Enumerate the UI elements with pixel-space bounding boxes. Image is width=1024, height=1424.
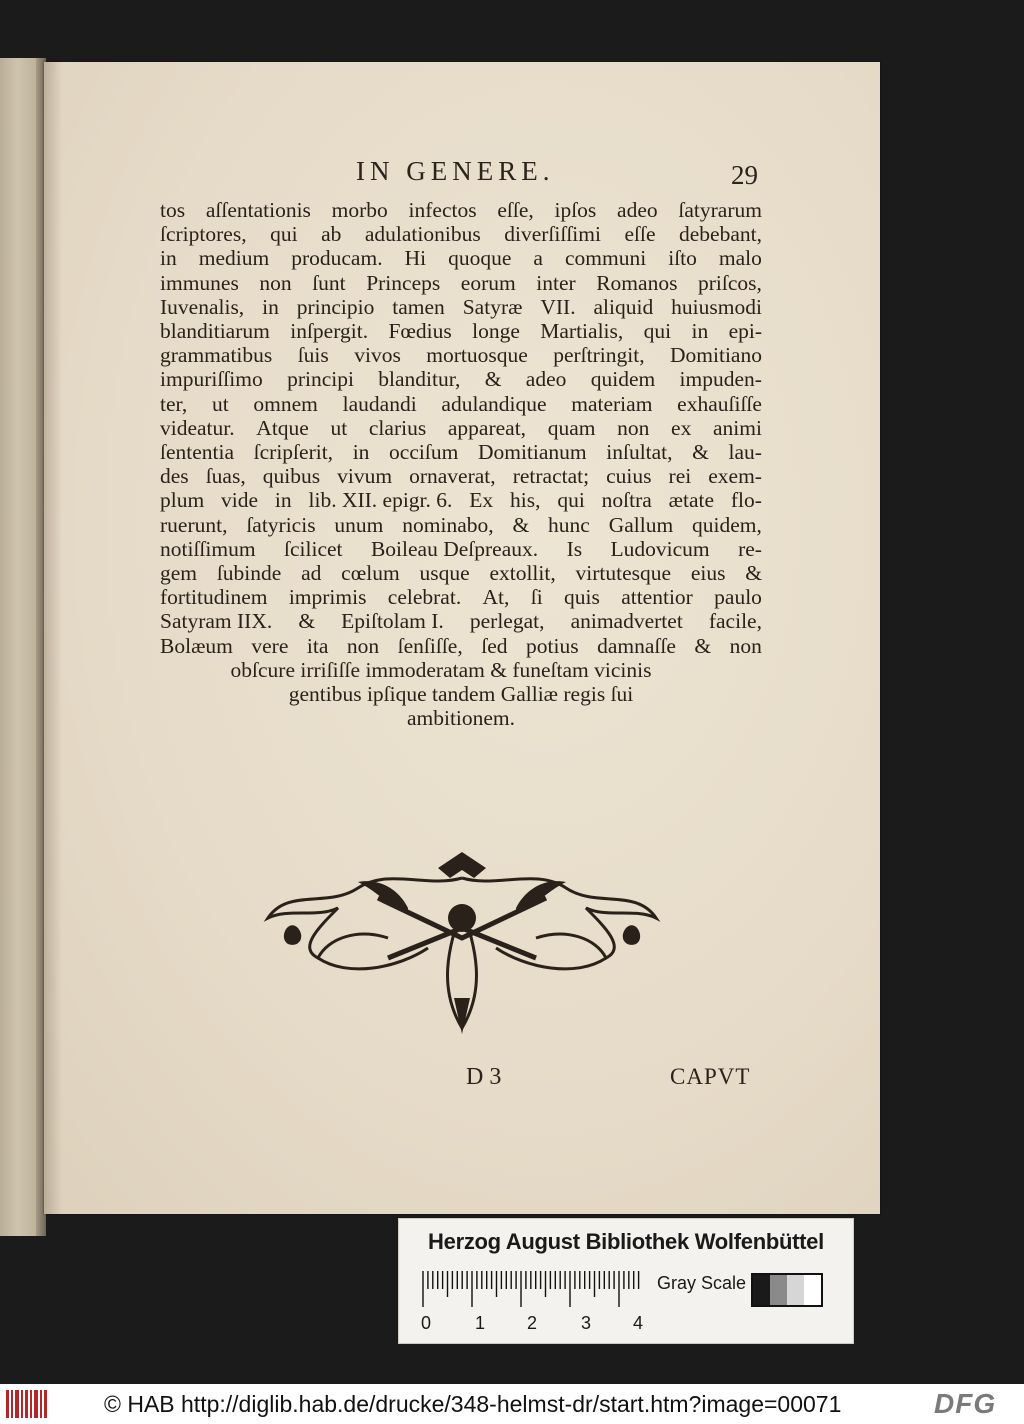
word: animi [713,415,762,440]
word: Ludovicum [610,536,710,561]
word: ruerunt, [160,512,228,537]
text-line [160,271,762,295]
word: occiſum [389,440,459,465]
word: malo [718,246,762,271]
text-line [160,367,762,391]
gray-scale-swatches [751,1273,823,1307]
word: ad [301,561,322,586]
word: in [691,319,709,344]
word: Gallum [608,512,674,537]
word: plum [160,488,205,513]
word: materiam [571,391,653,416]
word: gem [160,561,198,586]
word: mortuosque [426,343,528,368]
page-gutter-shadow [44,62,62,1214]
word: huiusmodi [671,294,762,319]
word: blanditiarum [160,319,270,344]
word: lau- [728,440,762,465]
word: appareat, [447,415,527,440]
catchword: CAPVT [670,1064,751,1089]
library-name: Herzog August Bibliothek Wolfenbüttel [428,1229,824,1254]
word: quis [564,585,600,610]
word: eius [690,561,726,586]
gray-swatch [787,1275,804,1305]
word: communi [564,246,647,271]
word: qui [643,319,672,344]
word: Iuvenalis, [160,294,245,319]
word: VII. [540,294,576,319]
word: exhauſiſſe [677,391,762,416]
text-line [160,464,762,488]
word: non [259,270,292,295]
word: in [352,440,370,465]
word: ambitionem. [406,706,516,731]
tailpiece-ornament [258,848,666,1034]
word: medium [198,246,270,271]
word: qui [270,222,298,247]
running-head: IN GENERE. [356,156,555,186]
word: fortitudinem [160,585,268,610]
word: ſcilicet [284,536,343,561]
word: ſcriptores, [160,222,247,247]
word: ſubinde [216,561,282,586]
word: omnem [253,391,318,416]
word: Satyræ [462,294,523,319]
word: notiſſimum [160,536,256,561]
dfg-logo: DFG [934,1388,997,1419]
word: Fœdius [388,319,452,344]
word: Ex [469,488,494,513]
word: ſententia [160,440,235,465]
word: Epiſtolam I. [341,609,444,634]
word: Satyram IIX. [160,609,273,634]
word: infectos [408,198,477,222]
word: & [512,512,530,537]
word: & [692,440,709,465]
word: impuden- [679,367,762,392]
word: videatur. [160,415,235,440]
word: & [694,633,712,658]
word: facile, [708,609,762,634]
word: longe [472,319,520,344]
word: in [274,488,292,513]
word: retractat; [512,464,590,489]
text-line [160,343,762,367]
word: adeo [617,198,658,222]
word: damnaſſe [597,633,676,658]
word: Atque [256,415,309,440]
word: Domitianum [477,440,587,465]
word: Martialis, [540,319,624,344]
word: quidem [590,367,656,392]
text-line [160,634,762,658]
word: extollit, [489,561,556,586]
word: Hi [404,246,427,271]
word: non [346,633,380,658]
word: blanditur, [378,367,461,392]
ruler-number: 4 [633,1313,644,1333]
word: potius [526,633,579,658]
word: ſed [481,633,508,658]
word: ut [330,415,348,440]
text-line [160,319,762,343]
text-line [160,609,762,633]
text-line [160,488,762,512]
word: virtutesque [575,561,672,586]
word: Princeps [366,270,441,295]
word: eorum [460,270,516,295]
text-line [160,561,762,585]
text-line [160,537,762,561]
gray-scale-label: Gray Scale [657,1273,747,1293]
word: flo- [730,488,762,513]
word: debebant, [679,222,762,247]
word: attentior [621,585,693,610]
word: Domitiano [670,343,762,368]
word: diverſiſſimi [504,222,601,247]
word: quam [547,415,596,440]
text-line [160,513,762,537]
word: producam. [291,246,383,271]
ruler-number: 0 [421,1313,432,1333]
word: At, [482,585,510,610]
word: celebrat. [387,585,462,610]
word: grammatibus [160,343,273,368]
word: ab [321,222,342,247]
word: a [533,246,543,271]
word: in [160,246,177,271]
word: & [745,561,762,586]
gray-swatch [753,1275,770,1305]
word: ſatyrarum [678,198,762,222]
word: obſcure irriſiſſe immoderatam & funeſtam vicinis [230,657,652,682]
footer-bar [0,1384,1024,1424]
word: imprimis [288,585,367,610]
word: priſcos, [698,270,762,295]
text-line [160,440,762,464]
page-number: 29 [731,160,758,190]
word: in [262,294,279,319]
word: ipſos [554,198,597,222]
text-line [160,585,762,609]
word: eſſe, [497,198,534,222]
word: cœlum [341,561,400,586]
word: noſtra [601,488,652,513]
word: qui [557,488,585,513]
word: ſuas, [205,464,246,489]
word: ſatyricis [246,512,316,537]
word: & [484,367,502,392]
word: ex [671,415,692,440]
text-line [160,198,762,222]
word: quibus [262,464,321,489]
word: non [617,415,650,440]
word: iſto [668,246,697,271]
text-line [160,658,762,682]
word: cuius [606,464,652,489]
word: ita [306,633,329,658]
word: aſſentationis [205,198,311,222]
word: ſunt [312,270,346,295]
word: ſenſiſſe, [397,633,463,658]
word: inter [536,270,576,295]
word: rei [668,464,692,489]
text-line [160,706,762,730]
word: aliquid [593,294,654,319]
word: ætate [668,488,715,513]
word: re- [738,536,762,561]
text-line [160,295,762,319]
word: ſcripſerit, [253,440,334,465]
body-text [160,198,762,730]
word: perſtringit, [553,343,645,368]
word: vide [221,488,259,513]
word: Is [566,536,583,561]
word: eſſe [624,222,656,247]
word: ſi [530,585,543,610]
word: tos [160,198,186,222]
word: animadvertet [570,609,683,634]
word: vivos [354,343,401,368]
word: vivum [337,464,393,489]
word: principio [296,294,375,319]
word: clarius [368,415,427,440]
word: morbo [331,198,388,222]
text-line [160,246,762,270]
word: immunes [160,270,239,295]
word: des [160,464,189,489]
word: exem- [708,464,762,489]
text-line [160,392,762,416]
word: Boileau Deſpreaux. [370,536,539,561]
word: perlegat, [469,609,545,634]
word: laudandi [342,391,417,416]
word: ornaverat, [409,464,496,489]
ruler-number: 2 [527,1313,538,1333]
word: ut [211,391,229,416]
ruler-ticks [421,1269,643,1309]
word: non [729,633,762,658]
word: usque [419,561,470,586]
word: quidem, [692,512,762,537]
text-line [160,222,762,246]
word: epi- [728,319,762,344]
barcode-icon [6,1390,48,1418]
word: & [298,609,316,634]
color-scale-card [398,1218,854,1344]
word: hunc [548,512,590,537]
word: inſpergit. [290,319,369,344]
word: Romanos [596,270,678,295]
ruler-number: 3 [581,1313,592,1333]
word: Bolæum [160,633,233,658]
word: vere [251,633,289,658]
gray-swatch [804,1275,821,1305]
word: inſultat, [606,440,673,465]
ruler-number: 1 [475,1313,486,1333]
word: adulationibus [364,222,481,247]
text-line [160,416,762,440]
citation-link[interactable]: © HAB http://diglib.hab.de/drucke/348-helmst-dr/start.htm?image=00071 [104,1391,842,1417]
word: adulandique [441,391,547,416]
signature-mark: D 3 [466,1064,502,1090]
word: ſuis [297,343,329,368]
word: paulo [714,585,762,610]
word: tamen [392,294,445,319]
word: his, [510,488,541,513]
word: impuriſſimo [160,367,263,392]
word: ter, [160,391,188,416]
text-line [160,682,762,706]
word: gentibus ipſique tandem Galliæ regis ſui [288,682,634,707]
word: unum [334,512,384,537]
word: principi [287,367,354,392]
word: nominabo, [402,512,494,537]
word: quoque [448,246,512,271]
gray-swatch [770,1275,787,1305]
word: adeo [525,367,567,392]
word: lib. XII. epigr. 6. [308,488,453,513]
